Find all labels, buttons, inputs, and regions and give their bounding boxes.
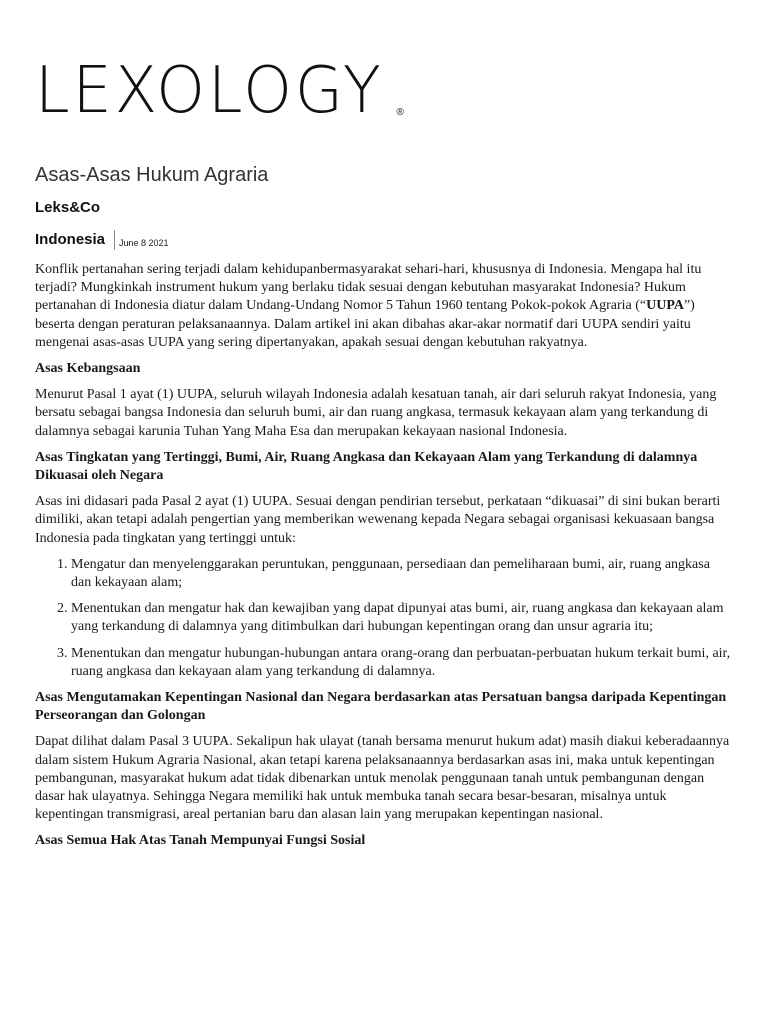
article-meta [35,230,169,250]
article-body [35,261,733,859]
lexology-logo[interactable] [35,54,404,128]
article-title: Asas-Asas Hukum Agraria [35,164,269,186]
heading-asas-nasional: Asas Mengutamakan Kepentingan Nasional dan Negara berdasarkan atas Persatuan bangsa daripada Kepentingan Perseorangan dan Golongan [35,690,727,724]
list-item: 1. Mengatur dan menyelenggarakan peruntukan, penggunaan, persediaan dan pemeliharaan bumi, air, ruang angkasa dan kekayaan alam; [71,556,733,592]
logo-text: LEXOLOGY [35,54,384,128]
intro-paragraph [35,261,733,352]
article-country[interactable]: Indonesia [35,231,106,248]
paragraph-asas-nasional: Dapat dilihat dalam Pasal 3 UUPA. Sekalipun hak ulayat (tanah bersama menurut hukum adat) masih diakui keberadaannya dalam sistem Hukum Agraria Nasional, akan tetapi karena pelaksanaannya berdasarkan asas ini, maka untuk kepentingan pembangunan, masyarakat hukum adat tidak dibenarkan untuk menolak penggunaan tanah untuk pembangunan dengan dasar hak ulayatnya. Sehingga Negara memiliki hak untuk membuka tanah secara besar-besaran, misalnya untuk kepentingan transmigrasi, areal pertanian baru dan alasan lain yang merupakan kepentingan nasional. [35,734,730,823]
article-date: June 8 2021 [119,238,169,248]
heading-asas-fungsi-sosial: Asas Semua Hak Atas Tanah Mempunyai Fungsi Sosial [35,833,366,849]
registered-mark: ® [396,107,404,118]
paragraph-asas-kebangsaan: Menurut Pasal 1 ayat (1) UUPA, seluruh wilayah Indonesia adalah kesatuan tanah, air dari seluruh rakyat Indonesia, yang bersatu sebagai bangsa Indonesia dan seluruh bumi, air dan ruang angkasa, termasuk kekayaan alam yang terkandung di dalamnya sebagai karunia Tuhan Yang Maha Esa dan merupakan kekayaan nasional Indonesia. [35,387,717,439]
article-author[interactable]: Leks&Co [35,199,101,216]
meta-divider [114,230,115,250]
intro-text-2: ”) beserta dengan peraturan pelaksanaannya. Dalam artikel ini akan dibahas akar-akar normatif dari UUPA sendiri yaitu mengenai asas-asas UUPA yang sering dipertanyakan, apakah sesuai dengan kebutuhan rakyatnya. [35,298,695,350]
list-item: 3. Menentukan dan mengatur hubungan-hubungan antara orang-orang dan perbuatan-perbuatan hukum terkait bumi, air, ruang angkasa dan kekayaan alam yang terkandung di dalamnya. [71,645,733,681]
list-item: 2. Menentukan dan mengatur hak dan kewajiban yang dapat dipunyai atas bumi, air, ruang angkasa dan kekayaan alam yang terkandung di dalamnya yang ditimbulkan dari hubungan kepentingan orang dan unsur agraria itu; [71,600,733,636]
wewenang-list [35,556,733,681]
intro-bold-term: UUPA [646,298,684,314]
paragraph-asas-tingkatan: Asas ini didasari pada Pasal 2 ayat (1) UUPA. Sesuai dengan pendirian tersebut, perkataan “dikuasai” di sini bukan berarti dimiliki, akan tetapi adalah pengertian yang memberikan wewenang kepada Negara sebagai organisasi kekuasaan bangsa Indonesia pada tingkatan yang tertinggi untuk: [35,494,721,546]
heading-asas-kebangsaan: Asas Kebangsaan [35,361,141,377]
heading-asas-tingkatan: Asas Tingkatan yang Tertinggi, Bumi, Air, Ruang Angkasa dan Kekayaan Alam yang Terkandung di dalamnya Dikuasai oleh Negara [35,449,698,484]
intro-text-1: Konflik pertanahan sering terjadi dalam kehidupanbermasyarakat sehari-hari, khususnya di Indonesia. Mengapa hal itu terjadi? Mungkinkah instrument hukum yang berlaku tidak sesuai dengan kebutuhan masyarakat Indonesia? Hukum pertanahan di Indonesia diatur dalam Undang-Undang Nomor 5 Tahun 1960 tentang Pokok-pokok Agraria (“ [35,262,702,314]
